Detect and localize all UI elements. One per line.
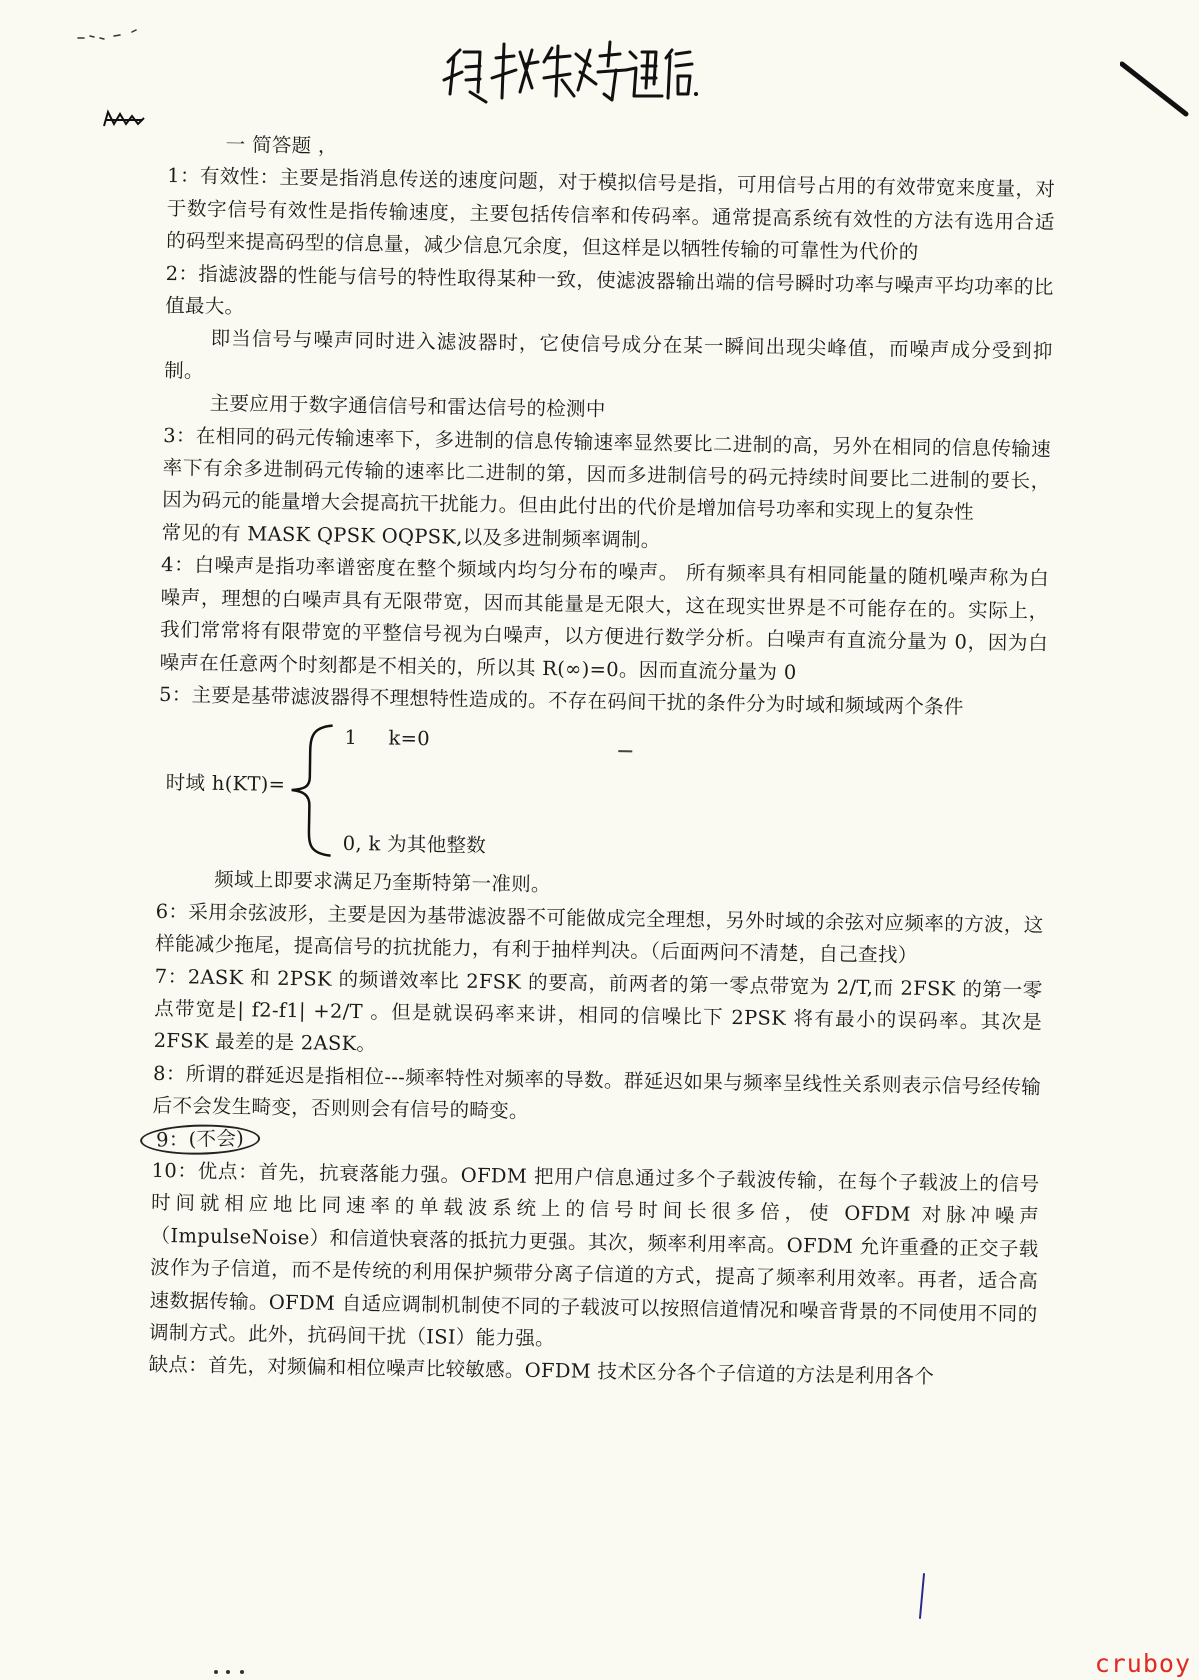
answer-7: 7：2ASK 和 2PSK 的频谱效率比 2FSK 的要高，前两者的第一零点带宽为 2/T,而 2FSK 的第一零点带宽是| f2-f1| +2/T 。但是就误码率来讲，相同的信噪比下 2PSK 将有最小的误码率。其次是 2FSK 最差的是 2ASK。	[153, 964, 1043, 1056]
answer-6: 6：采用余弦波形，主要是因为基带滤波器不可能做成完全理想，另外时域的余弦对应频率的方波，这样能减少拖尾，提高信号的抗扰能力，有利于抽样判决。（后面两问不清楚，自己查找）	[155, 899, 1044, 967]
piecewise-brace	[285, 721, 337, 860]
formula-case-1-value: 1	[344, 726, 358, 750]
answer-3: 3：在相同的码元传输速率下，多进制的信息传输速率显然要比二进制的高，另外在相同的信息传输速率下有余多进制码元传输的速率比二进制的第，因而多进制信号的码元持续时间要比二进制的要长，因为码元的能量增大会提高抗干扰能力。但由此付出的代价是增加信号功率和实现上的复杂性	[161, 423, 1052, 525]
formula-case-2: 0, k 为其他整数	[342, 832, 487, 858]
answer-1: 1：有效性：主要是指消息传送的速度问题，对于模拟信号是指，可用信号占用的有效带宽来度量，对于数字信号有效性是指传输速度，主要包括传信率和传码率。通常提高系统有效性的方法有选用合适的码型来提高码型的信息量，减少信息冗余度，但这样是以牺牲传输的可靠性为代价的	[166, 164, 1056, 265]
answer-2-application: 主要应用于数字通信信号和雷达信号的检测中	[209, 391, 606, 422]
answer-2-explanation: 即当信号与噪声同时进入滤波器时，它使信号成分在某一瞬间出现尖峰值，而噪声成分受到抑制。	[164, 327, 1053, 383]
watermark-text: cruboy	[1094, 1649, 1191, 1678]
answer-3-examples: 常见的有 MASK QPSK OQPSK,以及多进制频率调制。	[161, 520, 661, 552]
answer-4: 4：白噪声是指功率谱密度在整个频域内均匀分布的噪声。 所有频率具有相同能量的随机噪声称为白噪声，理想的白噪声具有无限带宽，因而其能量是无限大，这在现实世界是不可能存在的。实际上，我们常常将有限带宽的平整信号视为白噪声，以方便进行数学分析。白噪声有直流分量为 0，因为白噪声在任意两个时刻都是不相关的，所以其 R(∞)=0。因而直流分量为 0	[159, 553, 1050, 684]
section-heading: 一 简答题 ，	[225, 132, 338, 158]
answer-5: 5：主要是基带滤波器得不理想特性造成的。不存在码间干扰的条件分为时域和频域两个条件	[158, 682, 964, 719]
formula-case-1-condition: k=0	[388, 726, 431, 751]
handwritten-title	[440, 22, 700, 112]
time-domain-formula	[157, 719, 1047, 873]
bottom-speckles	[210, 1666, 270, 1678]
stray-dash-mark	[618, 750, 632, 752]
pen-stroke-mark	[912, 1572, 932, 1622]
answer-10: 10：优点：首先，抗衰落能力强。OFDM 把用户信息通过多个子载波传输，在每个子载波上的信号时间就相应地比同速率的单载波系统上的信号时间长很多倍，使 OFDM 对脉冲噪声（ImpulseNoise）和信道快衰落的抵抗力更强。其次，频率利用率高。OFDM 允许重叠的正交子载波作为子信道，而不是传统的利用保护频带分离子信道的方式，提高了频率利用效率。再者，适合高速数据传输。OFDM 自适应调制机制使不同的子载波可以按照信道情况和噪音背景的不同使用不同的调制方式。此外，抗码间干扰（ISI）能力强。	[148, 1158, 1040, 1351]
answer-10-disadvantages: 缺点：首先，对频偏和相位噪声比较敏感。OFDM 技术区分各个子信道的方法是利用各个	[148, 1353, 935, 1389]
formula-label: 时域 h(KT)=	[165, 771, 286, 797]
corner-slash-mark	[1120, 60, 1190, 120]
margin-scribble-mark	[100, 108, 150, 132]
answer-5-frequency-domain: 频域上即要求满足乃奎斯特第一准则。	[214, 868, 551, 897]
answer-text-body	[148, 128, 1056, 1396]
answer-8: 8：所谓的群延迟是指相位---频率特性对频率的导数。群延迟如果与频率呈线性关系则表示信号经传输后不会发生畸变，否则则会有信号的畸变。	[152, 1061, 1042, 1123]
answer-9-circled: 9：(不会)	[140, 1123, 260, 1155]
scan-speckles	[76, 26, 166, 46]
answer-2: 2：指滤波器的性能与信号的特性取得某种一致，使滤波器输出端的信号瞬时功率与噪声平均功率的比值最大。	[165, 261, 1054, 319]
